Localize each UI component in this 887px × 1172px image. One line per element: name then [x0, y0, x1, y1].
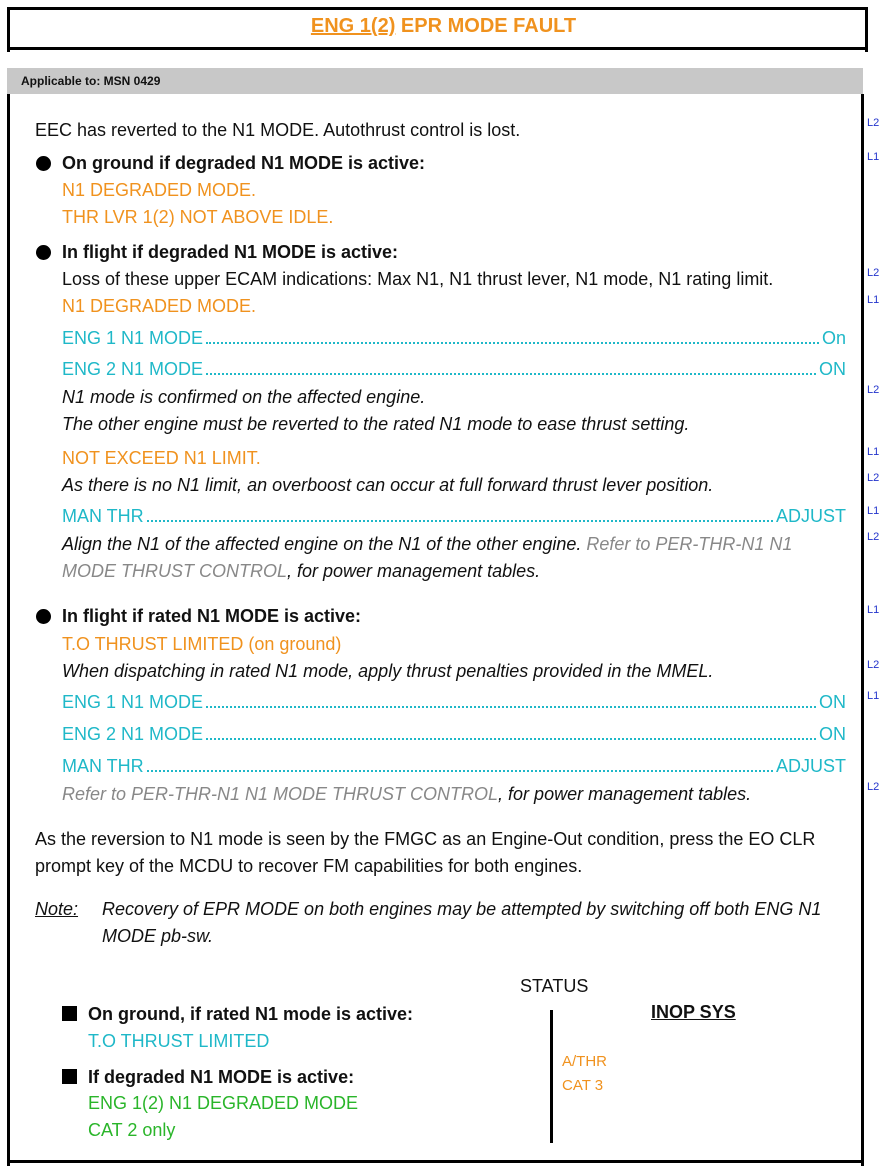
eng1-n1-mode-row — [62, 327, 846, 349]
applicability-bar: Applicable to: MSN 0429 — [7, 68, 863, 94]
reference-link[interactable]: MODE THRUST CONTROL — [62, 561, 287, 581]
level-marker: L1 — [867, 505, 880, 517]
to-thrust-limited-text — [62, 633, 341, 655]
eng2-n1-mode-row — [62, 358, 846, 380]
level-marker: L2 — [867, 117, 880, 129]
align-note — [62, 533, 792, 555]
note-label: Note: — [35, 899, 79, 919]
level-marker: L1 — [867, 690, 880, 702]
align-tail: , for power management tables. — [287, 561, 541, 581]
action-label: ENG 1 N1 MODE — [62, 328, 204, 348]
man-thr-row — [62, 755, 846, 777]
frame-bottom — [7, 1160, 864, 1163]
on-ground-qualifier: (on ground) — [243, 634, 342, 654]
status-ground-item: T.O THRUST LIMITED — [88, 1031, 270, 1051]
intro-text: EEC has reverted to the N1 MODE. Autothrust control is lost. — [35, 120, 521, 140]
refer-note — [62, 783, 751, 805]
reversion-text: As the reversion to N1 mode is seen by the FMGC as an Engine-Out condition, press the EO CLR — [35, 829, 816, 849]
not-exceed-text: NOT EXCEED N1 LIMIT. — [62, 448, 261, 468]
man-thr-row — [62, 505, 846, 527]
square-bullet-icon — [62, 1006, 77, 1021]
level-marker: L2 — [867, 531, 880, 543]
action-label: ENG 2 N1 MODE — [62, 724, 204, 744]
align-note-cont — [62, 560, 540, 582]
action-value: ADJUST — [775, 756, 846, 776]
action-value: ON — [819, 359, 846, 379]
status-ground-heading: On ground, if rated N1 mode is active: — [88, 1004, 414, 1024]
action-value: ON — [819, 692, 846, 712]
leader-dots — [206, 706, 816, 708]
action-value: ON — [819, 724, 846, 744]
action-label: MAN THR — [62, 756, 144, 776]
thr-lvr-text: THR LVR 1(2) NOT ABOVE IDLE. — [62, 207, 334, 227]
action-label: ENG 2 N1 MODE — [62, 359, 204, 379]
square-bullet-icon — [62, 1069, 77, 1084]
status-degraded-item: ENG 1(2) N1 DEGRADED MODE — [88, 1093, 359, 1113]
level-marker: L2 — [867, 384, 880, 396]
leader-dots — [147, 770, 773, 772]
leader-dots — [206, 373, 816, 375]
action-value: ADJUST — [775, 506, 846, 526]
status-title: STATUS — [520, 976, 589, 996]
action-label: MAN THR — [62, 506, 144, 526]
overboost-note: As there is no N1 limit, an overboost can occur at full forward thrust lever position. — [62, 475, 714, 495]
frame-right — [861, 94, 864, 1166]
bullet-icon — [36, 609, 51, 624]
level-marker: L2 — [867, 472, 880, 484]
reversion-text-cont: prompt key of the MCDU to recover FM capabilities for both engines. — [35, 856, 583, 876]
note-text: Recovery of EPR MODE on both engines may be attempted by switching off both ENG N1 — [102, 899, 822, 919]
title-rule — [7, 47, 865, 50]
level-marker: L1 — [867, 294, 880, 306]
title-fault: EPR MODE FAULT — [395, 15, 577, 37]
loss-indications-text: Loss of these upper ECAM indications: Max N1, N1 thrust lever, N1 mode, N1 rating limit. — [62, 269, 774, 289]
section-flight-degraded-heading: In flight if degraded N1 MODE is active: — [62, 242, 399, 262]
level-marker: L2 — [867, 267, 880, 279]
n1-degraded-mode-text: N1 DEGRADED MODE. — [62, 180, 257, 200]
bullet-icon — [36, 245, 51, 260]
leader-dots — [206, 738, 816, 740]
note-other-engine: The other engine must be reverted to the rated N1 mode to ease thrust setting. — [62, 414, 690, 434]
status-cat2-item: CAT 2 only — [88, 1120, 176, 1140]
title-eng: ENG 1(2) — [310, 15, 396, 37]
eng2-n1-mode-row — [62, 723, 846, 745]
reference-link[interactable]: Refer to PER-THR-N1 N1 — [586, 534, 793, 554]
leader-dots — [206, 342, 819, 344]
reference-link[interactable]: Refer to PER-THR-N1 N1 MODE THRUST CONTROL — [62, 784, 499, 804]
dispatch-note: When dispatching in rated N1 mode, apply thrust penalties provided in the MMEL. — [62, 661, 714, 681]
align-text: Align the N1 of the affected engine on the N1 of the other engine. — [62, 534, 587, 554]
level-marker: L1 — [867, 151, 880, 163]
status-degraded-heading: If degraded N1 MODE is active: — [88, 1067, 355, 1087]
section-flight-rated-heading: In flight if rated N1 MODE is active: — [62, 606, 362, 626]
level-marker: L1 — [867, 604, 880, 616]
bullet-icon — [36, 156, 51, 171]
leader-dots — [147, 520, 773, 522]
level-marker: L1 — [867, 446, 880, 458]
level-marker: L2 — [867, 659, 880, 671]
eng1-n1-mode-row — [62, 691, 846, 713]
action-value: On — [821, 328, 846, 348]
inop-cat3: CAT 3 — [562, 1077, 604, 1094]
procedure-title — [0, 15, 887, 38]
note-text-cont: MODE pb-sw. — [102, 926, 214, 946]
to-limited: T.O THRUST LIMITED — [62, 634, 244, 654]
inop-sys-title: INOP SYS — [651, 1002, 736, 1022]
action-label: ENG 1 N1 MODE — [62, 692, 204, 712]
refer-tail: , for power management tables. — [498, 784, 752, 804]
frame-left — [7, 94, 10, 1166]
inop-athr: A/THR — [562, 1053, 607, 1070]
status-divider — [550, 1010, 553, 1143]
level-marker: L2 — [867, 781, 880, 793]
n1-degraded-mode-text: N1 DEGRADED MODE. — [62, 296, 257, 316]
note-confirmed: N1 mode is confirmed on the affected engine. — [62, 387, 426, 407]
section-ground-degraded-heading: On ground if degraded N1 MODE is active: — [62, 153, 426, 173]
